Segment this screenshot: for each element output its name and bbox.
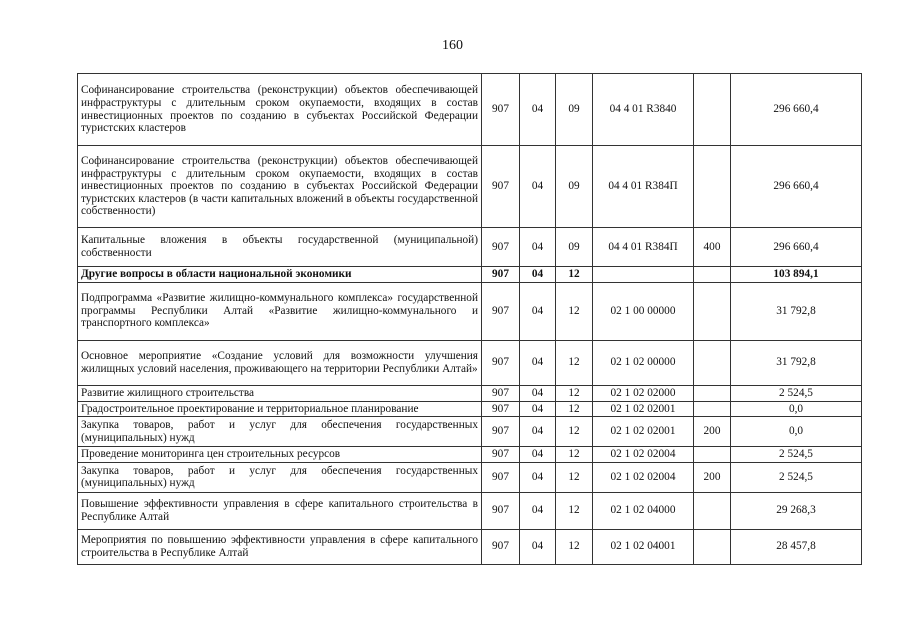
- cell-name: Основное мероприятие «Создание условий для возможности улучшения жилищных условий населения, проживающего на территории Республики Алтай»: [78, 340, 482, 385]
- cell-name: Закупка товаров, работ и услуг для обеспечения государственных (муниципальных) нужд: [78, 417, 482, 447]
- cell-expense-type: 400: [694, 228, 731, 267]
- cell-section: 04: [520, 340, 556, 385]
- cell-expense-type: [694, 74, 731, 146]
- cell-section: 04: [520, 228, 556, 267]
- cell-target-code: 04 4 01 R384П: [593, 146, 694, 228]
- cell-section: 04: [520, 385, 556, 401]
- cell-amount: 0,0: [731, 401, 862, 417]
- cell-name: Закупка товаров, работ и услуг для обеспечения государственных (муниципальных) нужд: [78, 462, 482, 492]
- cell-target-code: 02 1 02 00000: [593, 340, 694, 385]
- cell-subsection: 12: [556, 417, 593, 447]
- cell-amount: 103 894,1: [731, 267, 862, 283]
- cell-subsection: 09: [556, 74, 593, 146]
- cell-name: Мероприятия по повышению эффективности управления в сфере капитального строительства в Республике Алтай: [78, 529, 482, 564]
- cell-ministry: 907: [482, 340, 520, 385]
- cell-subsection: 12: [556, 340, 593, 385]
- cell-subsection: 12: [556, 401, 593, 417]
- cell-name: Софинансирование строительства (реконструкции) объектов обеспечивающей инфраструктуры с длительным сроком окупаемости, входящих в состав инвестиционных проектов по созданию в субъектах Российской Федерации туристских кластеров (в части капитальных вложений в объекты государственной собственности): [78, 146, 482, 228]
- cell-amount: 2 524,5: [731, 447, 862, 463]
- cell-name: Проведение мониторинга цен строительных ресурсов: [78, 447, 482, 463]
- cell-expense-type: 200: [694, 417, 731, 447]
- cell-name: Софинансирование строительства (реконструкции) объектов обеспечивающей инфраструктуры с длительным сроком окупаемости, входящих в состав инвестиционных проектов по созданию в субъектах Российской Федерации туристских кластеров: [78, 74, 482, 146]
- cell-target-code: 04 4 01 R384П: [593, 228, 694, 267]
- cell-ministry: 907: [482, 385, 520, 401]
- cell-target-code: 02 1 02 04000: [593, 492, 694, 529]
- cell-target-code: 02 1 02 02001: [593, 417, 694, 447]
- cell-expense-type: [694, 146, 731, 228]
- cell-section: 04: [520, 529, 556, 564]
- cell-subsection: 09: [556, 228, 593, 267]
- table-row: [78, 492, 862, 529]
- cell-subsection: 12: [556, 447, 593, 463]
- cell-target-code: 04 4 01 R3840: [593, 74, 694, 146]
- cell-amount: 296 660,4: [731, 74, 862, 146]
- cell-amount: 31 792,8: [731, 282, 862, 340]
- table-row: [78, 146, 862, 228]
- cell-target-code: 02 1 02 02001: [593, 401, 694, 417]
- cell-name: Развитие жилищного строительства: [78, 385, 482, 401]
- cell-amount: 0,0: [731, 417, 862, 447]
- cell-expense-type: [694, 340, 731, 385]
- cell-section: 04: [520, 447, 556, 463]
- cell-expense-type: [694, 267, 731, 283]
- table-row: [78, 417, 862, 447]
- cell-ministry: 907: [482, 282, 520, 340]
- cell-section: 04: [520, 267, 556, 283]
- cell-name: Другие вопросы в области национальной экономики: [78, 267, 482, 283]
- cell-section: 04: [520, 462, 556, 492]
- cell-expense-type: [694, 447, 731, 463]
- cell-target-code: 02 1 02 02000: [593, 385, 694, 401]
- cell-section: 04: [520, 417, 556, 447]
- cell-name: Капитальные вложения в объекты государственной (муниципальной) собственности: [78, 228, 482, 267]
- cell-target-code: 02 1 02 02004: [593, 462, 694, 492]
- cell-subsection: 12: [556, 529, 593, 564]
- cell-name: Повышение эффективности управления в сфере капитального строительства в Республике Алтай: [78, 492, 482, 529]
- cell-subsection: 12: [556, 385, 593, 401]
- cell-ministry: 907: [482, 417, 520, 447]
- budget-table: [77, 73, 862, 565]
- cell-amount: 2 524,5: [731, 385, 862, 401]
- table-row: [78, 529, 862, 564]
- cell-name: Градостроительное проектирование и территориальное планирование: [78, 401, 482, 417]
- cell-expense-type: [694, 385, 731, 401]
- cell-ministry: 907: [482, 492, 520, 529]
- cell-expense-type: 200: [694, 462, 731, 492]
- cell-ministry: 907: [482, 462, 520, 492]
- cell-expense-type: [694, 401, 731, 417]
- table-row: [78, 74, 862, 146]
- cell-amount: 2 524,5: [731, 462, 862, 492]
- cell-section: 04: [520, 401, 556, 417]
- cell-name: Подпрограмма «Развитие жилищно-коммунального комплекса» государственной программы Республики Алтай «Развитие жилищно-коммунального и транспортного комплекса»: [78, 282, 482, 340]
- cell-target-code: [593, 267, 694, 283]
- cell-amount: 296 660,4: [731, 146, 862, 228]
- cell-amount: 296 660,4: [731, 228, 862, 267]
- table-row: [78, 228, 862, 267]
- cell-subsection: 12: [556, 267, 593, 283]
- cell-section: 04: [520, 282, 556, 340]
- cell-ministry: 907: [482, 267, 520, 283]
- cell-expense-type: [694, 492, 731, 529]
- cell-expense-type: [694, 529, 731, 564]
- cell-subsection: 12: [556, 282, 593, 340]
- cell-expense-type: [694, 282, 731, 340]
- cell-ministry: 907: [482, 228, 520, 267]
- table-row: [78, 340, 862, 385]
- cell-target-code: 02 1 02 02004: [593, 447, 694, 463]
- table-body: [78, 74, 862, 565]
- cell-ministry: 907: [482, 447, 520, 463]
- cell-section: 04: [520, 146, 556, 228]
- table-row: [78, 385, 862, 401]
- table-row: [78, 401, 862, 417]
- cell-ministry: 907: [482, 74, 520, 146]
- table-row: [78, 267, 862, 283]
- cell-ministry: 907: [482, 146, 520, 228]
- cell-section: 04: [520, 492, 556, 529]
- cell-subsection: 09: [556, 146, 593, 228]
- cell-ministry: 907: [482, 529, 520, 564]
- cell-target-code: 02 1 02 04001: [593, 529, 694, 564]
- cell-section: 04: [520, 74, 556, 146]
- table-row: [78, 447, 862, 463]
- table-row: [78, 282, 862, 340]
- cell-subsection: 12: [556, 492, 593, 529]
- cell-amount: 31 792,8: [731, 340, 862, 385]
- table-row: [78, 462, 862, 492]
- cell-subsection: 12: [556, 462, 593, 492]
- cell-target-code: 02 1 00 00000: [593, 282, 694, 340]
- page-number: 160: [442, 38, 463, 53]
- cell-ministry: 907: [482, 401, 520, 417]
- cell-amount: 28 457,8: [731, 529, 862, 564]
- cell-amount: 29 268,3: [731, 492, 862, 529]
